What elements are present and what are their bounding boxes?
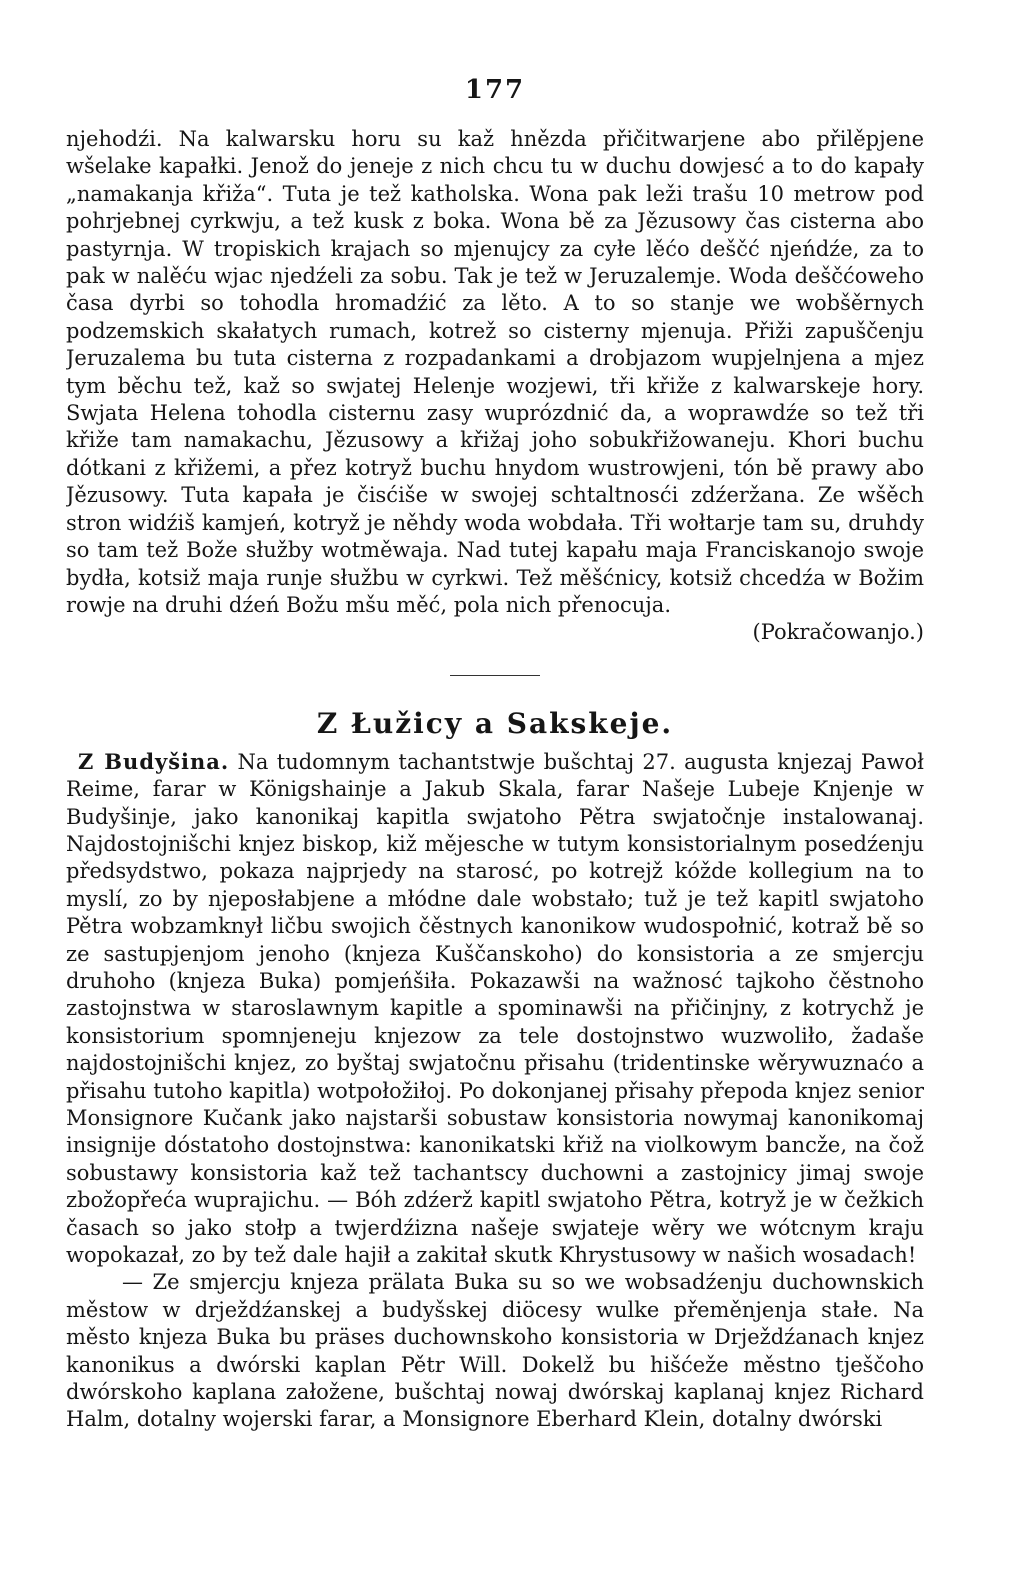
section-heading: Z Łužicy a Sakskeje. [316, 706, 674, 740]
page-number: 177 [464, 75, 526, 105]
article-signature: (Pokračowanjo.) [752, 620, 924, 645]
article-continuation-text: njehodźi. Na kalwarsku horu su kaž hnězda přičitwarjene abo přilěpjene wšelake kapałki. Jenož do jeneje z nich chcu tu w duchu dowjesć a to do kapały „namakanja křiža“. Tuta je tež katholska. Wona pak leži trašu 10 metrow pod pohrjebnej cyrkwju, a tež kusk z boka. Wona bě za Jězusowy čas cisterna abo pastyrnja. W tropiskich krajach so mjenujcy za cyłe lěćo deščć njeńdźe, za to pak w nalěću wjac njedźeli za sobu. Tak je tež w Jeruzalemje. Woda deščćoweho časa dyrbi so tohodla hromadźić za lěto. A to so stanje we wobšěrnych podzemskich skałatych rumach, kotrež so cisterny mjenuja. Přiži zapuščenju Jeruzalema bu tuta cisterna z rozpadankami a drobjazom wupjelnjena a mjez tym běchu tež, kaž so swjatej Helenje wozjewi, tři křiže z kalwarskeje hory. Swjata Helena tohodla cisternu zasy wuprózdnić da, a woprawdźe so tež tři křiže tam namakachu, Jězusowy a křižaj joho sobukřižowaneju. Khori buchu dótkani z křižemi, a přez kotryž buchu hnydom wustrowjeni, tón bě prawy abo Jězusowy. Tuta kapała je čisćiše w swojej schtaltnosći zdźeržana. Ze wšěch stron widźiš kamjeń, kotryž je něhdy woda wobdała. Tři wołtarje tam su, druhdy so tam tež Bože słužby wotměwaja. Nad tutej kapału maja Franciskanojo swoje bydła, kotsiž maja runje słužbu w cyrkwi. Tež měšćnicy, kotsiž chcedźa w Božim rowje na druhi dźeń Božu mšu měć, pola nich přenocuja. [66, 127, 924, 617]
news-paragraph-appointments: — Ze smjercju knjeza prälata Buka su so we wobsadźenju duchownskich městow w drježdźanskej a budyšskej diöcesy wulke přeměnjenja stałe. Na město knjeza Buka bu präses duchownskoho konsistoria w Drježdźanach knjez kanonikus a dwórski kaplan Pětr Will. Dokelž bu hišćeže městno tješčoho dwórskoho kaplana załožene, bušchtaj nowaj dwórskaj kaplanaj knjez Richard Halm, dotalny wojerski farar, a Monsignore Eberhard Klein, dotalny dwórski [66, 1270, 924, 1432]
section-divider [450, 675, 540, 676]
news-paragraph-budysin-text: Na tudomnym tachantstwje bušchtaj 27. augusta knjezaj Pawoł Reime, farar w Königshainje a Jakub Skala, farar Našeje Lubeje Knjenje w Budyšinje, jako kanonikaj kapitla swjatoho Pětra swjatočnje instalowanaj. Najdostojnišchi knjez biskop, kiž mějesche w tutym konsistorialnym posedźenju předsydstwo, pokaza najprjedy na starosć, po kotrejž kóžde kollegium na to myslí, zo by njeposłabjene a młódne dale wobstało; tuž je tež kapitl swjatoho Pětra wobzamknył ličbu swojich čěstnych kanonikow wudospołnić, kotraž bě so ze sastupjenjom jenoho (knjeza Kuščanskoho) do konsistoria a ze smjercju druhoho (knjeza Buka) pomjeńšiła. Pokazawši na wažnosć tajkoho čěstnoho zastojnstwa w staroslawnym kapitle a spominawši na přičinjny, z kotrychž je konsistorium spomnjeneju knjezow za tele dostojnstwo wuzwoliło, žadaše najdostojnišchi knjez, zo byštaj swjatočnu přisahu (tridentinske wěrywuznaćo a přisahu tutoho kapitla) wotpołožiłoj. Po dokonjanej přisahy přepoda knjez senior Monsignore Kučank jako najstarši sobustaw konsistoria nowymaj kanonikomaj insignije dóstatoho dostojnstwa: kanonikatski křiž na violkowym bancže, na čož sobustawy konsistoria kaž tež tachantscy duchowni a zastojnicy jimaj swoje zbožopřeća wuprajichu. — Bóh zdźerž kapitl swjatoho Pětra, kotryž je w čežkich časach so jako stołp a twjerdźizna našeje swjateje wěry we wótcnym kraju wopokazał, zo by tež dale hajił a zakitał skutk Khrystusowy w našich wosadach! [66, 749, 924, 1268]
news-paragraph-budysin [66, 748, 924, 1270]
news-lead-location: Z Budyšina. [78, 748, 230, 774]
document-page [66, 70, 924, 1550]
